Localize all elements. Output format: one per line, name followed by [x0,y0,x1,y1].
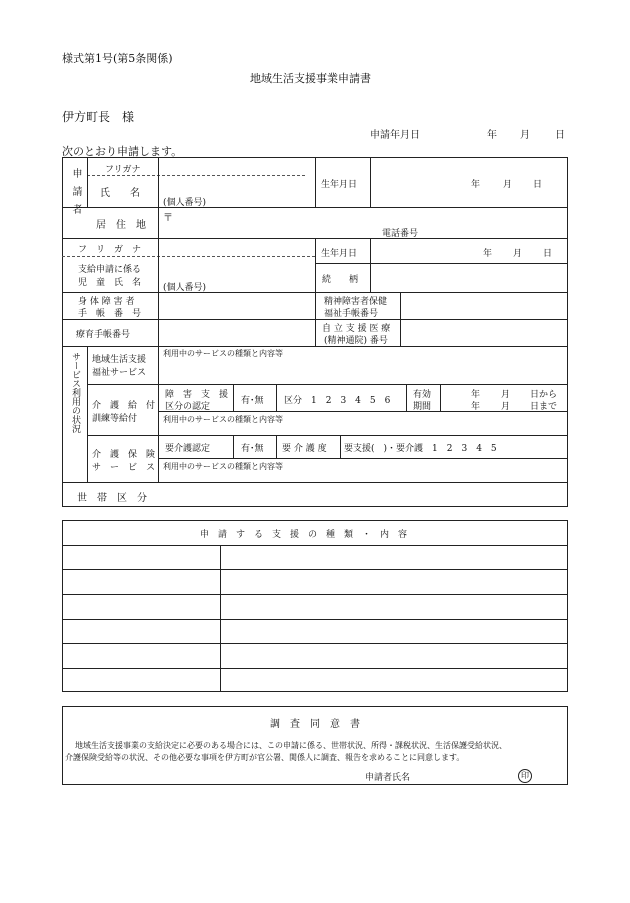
valid-to-year: 年 [471,402,481,412]
child-birthdate-field[interactable] [372,240,566,262]
valid-period-label-line2: 期間 [413,402,432,412]
applicant-birth-year: 年 [471,180,481,190]
addressee: 伊方町長 様 [62,110,135,124]
applicant-birthdate-label: 生年月日 [321,180,358,190]
intro-text: 次のとおり申請します。 [62,145,183,158]
support-type-row-6-content[interactable] [222,670,566,691]
self-support-medical-label-line1: 自 立 支 援 医 療 [322,324,391,334]
valid-from-year: 年 [471,390,481,400]
support-category-yes-no[interactable]: 有･無 [241,396,264,406]
applicant-birth-day: 日 [533,180,543,190]
community-service-label-line1: 地域生活支援 [92,355,147,365]
care-benefit-field[interactable] [160,424,566,434]
care-certification-label: 要介護認定 [165,444,211,454]
self-support-medical-field[interactable] [402,321,566,345]
care-insurance-label-line2: サ ー ビ ス [92,463,156,473]
applicant-address-field[interactable] [175,209,565,236]
household-category-label: 世 帯 区 分 [77,493,147,504]
consent-title: 調 査 同 意 書 [270,719,360,730]
postal-mark: 〒 [163,213,173,224]
care-benefit-usage-note: 利用中のサービスの種類と内容等 [163,415,283,424]
form-reference: 様式第1号(第5条関係) [62,52,173,65]
support-type-row-1-type[interactable] [64,547,219,568]
applicant-address-label: 居 住 地 [96,220,146,231]
support-type-row-4-content[interactable] [222,621,566,642]
support-category-levels[interactable]: 区分 1 2 3 4 5 6 [284,396,391,406]
valid-to-label: 日まで [530,402,558,412]
care-level-options[interactable]: 要支援( )・要介護 1 2 3 4 5 [344,444,497,454]
support-type-row-3-content[interactable] [222,596,566,618]
applicant-furigana-label: フリガナ [105,165,141,175]
household-category-field[interactable] [160,484,566,505]
application-date-day: 日 [555,130,565,141]
signer-name-field[interactable] [415,767,515,782]
child-relationship-field[interactable] [372,265,566,290]
applicant-section-label: 申請者 [70,168,81,222]
disability-handbook-field[interactable] [160,294,313,318]
child-furigana-label: フ リ ガ ナ [78,245,142,255]
care-insurance-label-line1: 介 護 保 険 [92,450,156,460]
seal-mark: 印 [518,769,532,783]
support-type-row-4-type[interactable] [64,621,219,642]
rehabilitation-handbook-label: 療育手帳番号 [76,330,131,340]
mental-health-handbook-field[interactable] [402,294,566,318]
support-type-row-5-content[interactable] [222,645,566,667]
child-birth-day: 日 [543,249,553,259]
care-benefit-label-line2: 訓練等給付 [92,414,138,424]
self-support-medical-label-line2: (精神通院) 番号 [324,336,388,346]
applicant-name-label: 氏 名 [100,188,140,199]
applicant-phone-label: 電話番号 [382,229,419,239]
child-name-label-line2: 児 童 氏 名 [78,278,142,288]
valid-to-month: 月 [501,402,511,412]
care-level-label: 要 介 護 度 [282,444,327,454]
care-certification-yes-no[interactable]: 有･無 [241,444,264,454]
support-type-row-1-content[interactable] [222,547,566,568]
rehabilitation-handbook-field[interactable] [160,321,313,345]
child-name-label-line1: 支給申請に係る [78,265,142,275]
child-birth-month: 月 [513,249,523,259]
valid-period-label-line1: 有効 [413,390,432,400]
child-individual-number-label: (個人番号) [163,283,207,293]
child-birthdate-label: 生年月日 [321,249,358,259]
child-furigana-field[interactable] [160,240,313,255]
care-insurance-usage-note: 利用中のサービスの種類と内容等 [163,462,283,471]
support-type-row-2-type[interactable] [64,571,219,593]
application-date-label: 申請年月日 [370,130,420,141]
support-type-row-3-type[interactable] [64,596,219,618]
community-service-label-line2: 福祉サービス [92,368,147,378]
application-date-month: 月 [520,130,530,141]
community-service-usage-note: 利用中のサービスの種類と内容等 [163,349,283,358]
applicant-individual-number-label: (個人番号) [163,198,207,208]
page-title: 地域生活支援事業申請書 [250,72,371,85]
consent-body-line1: 地域生活支援事業の支給決定に必要のある場合には、この申請に係る、世帯状況、所得・課税状況、生活保護受給状況、 [75,741,507,750]
service-usage-section-label: サービス利用の状況 [70,352,80,433]
support-type-header: 申 請 す る 支 援 の 種 類 ・ 内 容 [200,530,408,540]
child-birth-year: 年 [483,249,493,259]
disability-handbook-label-line1: 身 体 障 害 者 [78,297,135,307]
applicant-furigana-field[interactable] [160,160,313,174]
support-type-row-5-type[interactable] [64,645,219,667]
consent-body-line2: 介護保険受給等の状況、その他必要な事項を伊方町が官公署、関係人に調査、報告を求めることに同意します。 [65,753,465,762]
community-service-field[interactable] [160,359,566,383]
care-insurance-field[interactable] [290,460,566,481]
support-type-row-6-type[interactable] [64,670,219,691]
valid-from-month: 月 [501,390,511,400]
support-type-row-2-content[interactable] [222,571,566,593]
disability-handbook-label-line2: 手 帳 番 号 [78,309,142,319]
signer-name-label: 申請者氏名 [365,773,411,783]
support-category-label-line1: 障 害 支 援 [165,390,229,400]
valid-from-label: 日から [530,390,558,400]
application-date-year: 年 [487,130,497,141]
care-benefit-label-line1: 介 護 給 付 [92,401,156,411]
support-category-label-line2: 区分の認定 [165,402,211,412]
child-relationship-label: 続 柄 [322,275,359,285]
mental-health-handbook-label-line2: 福祉手帳番号 [324,309,379,319]
applicant-birth-month: 月 [503,180,513,190]
mental-health-handbook-label-line1: 精神障害者保健 [324,297,388,307]
